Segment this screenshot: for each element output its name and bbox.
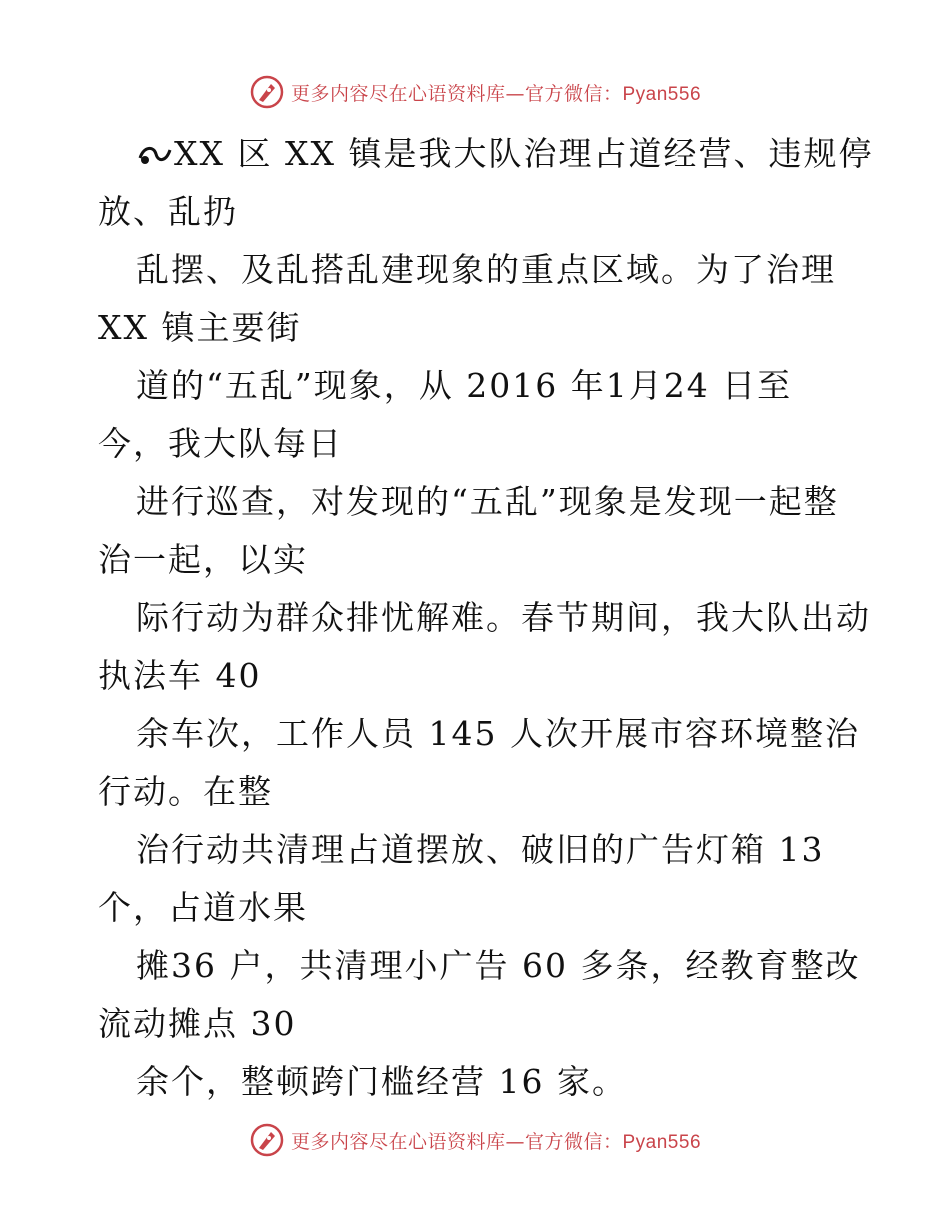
text-line-13: 治行动共清理占道摆放、破旧的广告灯箱 13 <box>136 830 825 869</box>
watermark-text <box>291 1127 701 1154</box>
text-line-15: 摊36 户，共清理小广告 60 多条，经教育整改 <box>136 946 861 985</box>
text-line-7: 进行巡查，对发现的“五乱”现象是发现一起整 <box>136 482 839 521</box>
text-line-16: 流动摊点 30 <box>98 1004 297 1043</box>
pen-nib-logo-icon <box>249 74 285 110</box>
text-line-14: 个，占道水果 <box>98 888 308 927</box>
footer-watermark <box>0 1120 950 1160</box>
text-line-4: XX 镇主要街 <box>98 308 302 347</box>
text-line-1: XX 区 XX 镇是我大队治理占道经营、违规停 <box>98 125 868 183</box>
text-line-6: 今，我大队每日 <box>98 424 343 463</box>
text-line-17: 余个，整顿跨门槛经营 16 家。 <box>136 1062 627 1101</box>
watermark-text <box>291 79 701 106</box>
text-line-9: 际行动为群众排忧解难。春节期间，我大队出动 <box>136 598 871 637</box>
pen-nib-logo-icon <box>249 1122 285 1158</box>
text-line-10: 执法车 40 <box>98 656 262 695</box>
text-line-5: 道的“五乱”现象，从 2016 年1月24 日至 <box>136 366 793 405</box>
watermark-suffix: 官方微信： <box>524 1130 623 1153</box>
watermark-title: 更多内容尽在心语资料库 <box>290 82 506 105</box>
watermark-title: 更多内容尽在心语资料库 <box>290 1130 506 1153</box>
watermark-suffix: 官方微信： <box>524 82 623 105</box>
text-line-11: 余车次，工作人员 145 人次开展市容环境整治 <box>136 714 860 753</box>
watermark-id: Pyan556 <box>622 83 702 105</box>
document-body <box>98 125 874 1111</box>
text-line-3: 乱摆、及乱搭乱建现象的重点区域。为了治理 <box>136 250 836 289</box>
watermark-dash: — <box>505 1130 525 1153</box>
text-line-2: 放、乱扔 <box>98 192 238 231</box>
text-line-8: 治一起，以实 <box>98 540 308 579</box>
watermark-id: Pyan556 <box>622 1131 702 1153</box>
text-line-12: 行动。在整 <box>98 772 273 811</box>
watermark-dash: — <box>505 82 525 105</box>
header-watermark <box>0 72 950 112</box>
decorative-bullet-icon <box>136 140 174 168</box>
